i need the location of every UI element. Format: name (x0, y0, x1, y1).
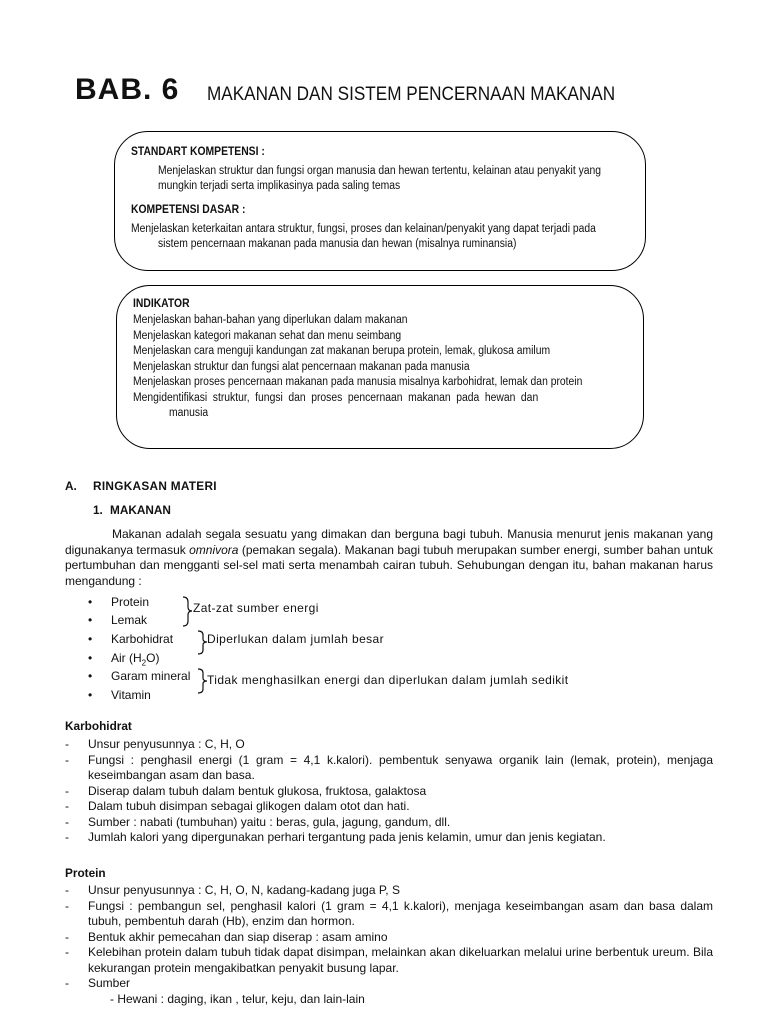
intro-paragraph: Makanan adalah segala sesuatu yang dimakan dan berguna bagi tubuh. Manusia menurut jenis makanan yang digunakanya termasuk omnivora (pemakan segala). Makanan bagi tubuh merupakan sumber energi, sumber bahan untuk pertumbuhan dan mengganti sel-sel mati serta menambah cairan tubuh. Sehubungan dengan itu, bahan makanan harus mengandung : (65, 527, 713, 588)
indikator-item: Mengidentifikasi struktur, fungsi dan proses pencernaan makanan pada hewan dan (133, 391, 539, 404)
section-title: RINGKASAN MATERI (93, 479, 217, 493)
list-item: • Lemak (88, 613, 148, 627)
list-item: - Unsur penyusunnya : C, H, O (65, 737, 245, 751)
list-item: • Air $(H_2O)$ (88, 651, 160, 668)
protein-list (65, 883, 713, 1007)
karbohidrat-heading: Karbohidrat (65, 719, 132, 733)
sk-line: mungkin terjadi serta implikasinya pada saling temas (158, 180, 401, 192)
list-item: • Karbohidrat (88, 632, 174, 646)
list-item: - Dalam tubuh disimpan sebagai glikogen dalam otot dan hati. (65, 799, 410, 813)
kd-heading: KOMPETENSI DASAR : (131, 204, 246, 216)
subsection-number: 1. (93, 503, 103, 517)
indikator-item: Menjelaskan struktur dan fungsi alat pencernaan makanan pada manusia (133, 360, 470, 373)
kd-line: sistem pencernaan makanan pada manusia dan hewan (misalnya ruminansia) (158, 238, 517, 250)
karbohidrat-list (65, 737, 713, 846)
protein-heading: Protein (65, 866, 106, 880)
brace-label: Tidak menghasilkan energi dan diperlukan dalam jumlah sedikit (207, 673, 569, 687)
subsection-title: MAKANAN (110, 503, 171, 517)
indikator-item: Menjelaskan proses pencernaan makanan pada manusia misalnya karbohidrat, lemak dan protein (133, 376, 583, 388)
indikator-heading: INDIKATOR (133, 298, 190, 310)
list-item: - Kelebihan protein dalam tubuh tidak dapat disimpan, melainkan akan dikeluarkan melalui urine berbentuk ureum. Bila kekurangan protein mengakibatkan penyakit busung lapar. (65, 945, 713, 975)
list-item: - Sumber : nabati (tumbuhan) yaitu : beras, gula, jagung, gandum, dll. (65, 814, 451, 829)
sk-line: Menjelaskan struktur dan fungsi organ manusia dan hewan tertentu, kelainan atau penyakit yang (158, 165, 602, 177)
list-item: - Fungsi : penghasil energi (1 gram = 4,1 k.kalori). pembentuk senyawa organik lain (lemak, protein), menjaga keseimbangan asam dan basa. (65, 752, 713, 782)
list-item: • Vitamin (88, 688, 151, 702)
indikator-item: Menjelaskan cara menguji kandungan zat makanan berupa protein, lemak, glukosa amilum (133, 345, 551, 357)
list-item: - Jumlah kalori yang dipergunakan perhari tergantung pada jenis kelamin, umur dan jenis kegiatan. (65, 830, 606, 844)
brace-label: Diperlukan dalam jumlah besar (207, 632, 385, 646)
list-item: - Sumber (65, 976, 131, 990)
chapter-number: BAB. 6 (75, 73, 180, 106)
brace-label: Zat-zat sumber energi (193, 601, 319, 615)
indikator-item-cont: manusia (169, 407, 209, 419)
sk-heading: STANDART KOMPETENSI : (131, 146, 265, 158)
kd-line: Menjelaskan keterkaitan antara struktur, fungsi, proses dan kelainan/penyakit yang dapat terjadi pada (131, 223, 596, 235)
section-letter: A. (65, 479, 77, 493)
list-item: - Fungsi : pembangun sel, penghasil kalori (1 gram = 4,1 k.kalori), menjaga keseimbangan asam dan basa dalam tubuh, pembentuh darah (Hb), enzim dan hormon. (65, 898, 713, 928)
list-item: • Garam mineral (88, 669, 191, 683)
list-item: - Diserap dalam tubuh dalam bentuk glukosa, fruktosa, galaktosa (65, 783, 427, 798)
indikator-item: Menjelaskan kategori makanan sehat dan menu seimbang (133, 329, 402, 342)
list-item: • Protein (88, 595, 150, 609)
chapter-title: MAKANAN DAN SISTEM PENCERNAAN MAKANAN (207, 83, 616, 105)
list-item: - Unsur penyusunnya : C, H, O, N, kadang-kadang juga P, S (65, 883, 400, 897)
sub-list-item: - Hewani : daging, ikan , telur, keju, dan lain-lain (110, 991, 365, 1006)
list-item: - Bentuk akhir pemecahan dan siap diserap : asam amino (65, 929, 388, 944)
indikator-item: Menjelaskan bahan-bahan yang diperlukan dalam makanan (133, 314, 408, 326)
